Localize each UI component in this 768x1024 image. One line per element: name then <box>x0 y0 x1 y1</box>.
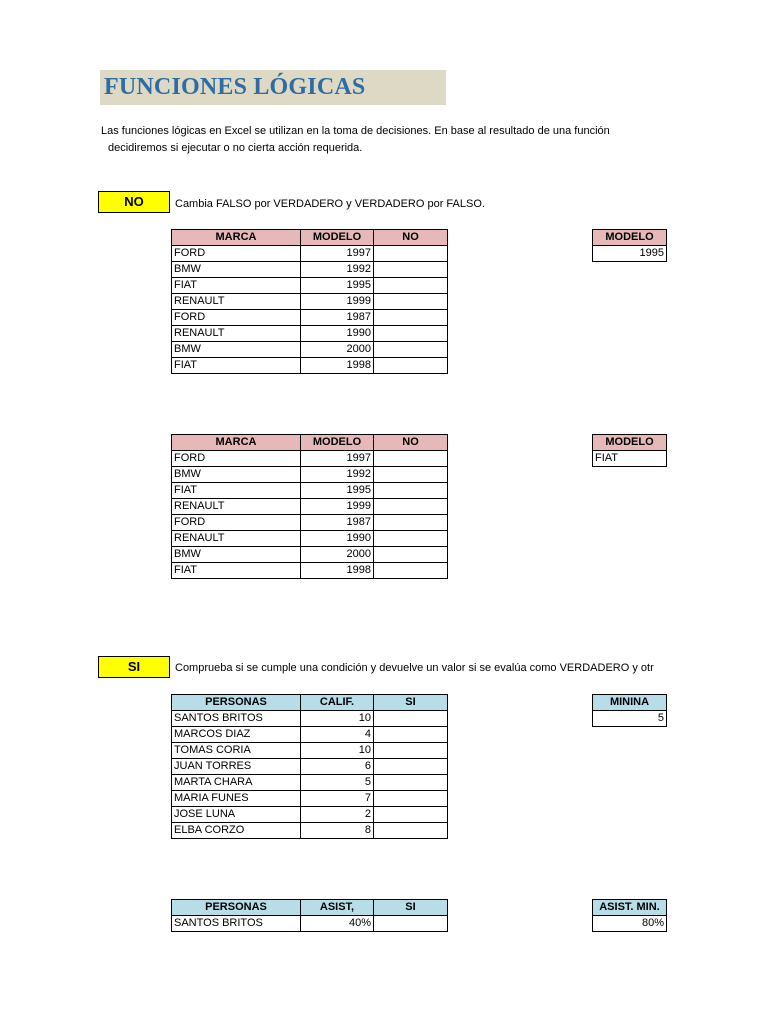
table-row <box>172 246 448 262</box>
intro-line-2: decidiremos si ejecutar o no cierta acción requerida. <box>108 142 363 154</box>
result-cell[interactable] <box>374 467 448 483</box>
value-cell[interactable]: 8 <box>301 823 374 839</box>
result-cell[interactable] <box>374 451 448 467</box>
result-cell[interactable] <box>374 499 448 515</box>
criteria-header: MININA <box>593 695 667 711</box>
label-cell[interactable]: FIAT <box>172 483 301 499</box>
label-cell[interactable]: FIAT <box>172 563 301 579</box>
result-cell[interactable] <box>374 310 448 326</box>
result-cell[interactable] <box>374 916 448 932</box>
result-cell[interactable] <box>374 531 448 547</box>
result-cell[interactable] <box>374 547 448 563</box>
value-cell[interactable]: 1990 <box>301 531 374 547</box>
label-cell[interactable]: FORD <box>172 246 301 262</box>
result-cell[interactable] <box>374 515 448 531</box>
value-cell[interactable]: 2000 <box>301 547 374 563</box>
value-cell[interactable]: 10 <box>301 711 374 727</box>
label-cell[interactable]: SANTOS BRITOS <box>172 916 301 932</box>
header-no: NO <box>374 435 448 451</box>
no-data-table-2 <box>171 434 448 579</box>
value-cell[interactable]: 4 <box>301 727 374 743</box>
result-cell[interactable] <box>374 246 448 262</box>
label-cell[interactable]: BMW <box>172 262 301 278</box>
value-cell[interactable]: 10 <box>301 743 374 759</box>
label-cell[interactable]: MARTA CHARA <box>172 775 301 791</box>
label-cell[interactable]: JUAN TORRES <box>172 759 301 775</box>
table-row <box>172 916 448 932</box>
si-criteria-table-1 <box>592 694 667 727</box>
label-cell[interactable]: FORD <box>172 451 301 467</box>
label-cell[interactable]: FORD <box>172 515 301 531</box>
label-cell[interactable]: TOMAS CORIA <box>172 743 301 759</box>
table-row <box>172 483 448 499</box>
label-cell[interactable]: RENAULT <box>172 531 301 547</box>
table-row <box>172 515 448 531</box>
criteria-header: MODELO <box>593 230 667 246</box>
result-cell[interactable] <box>374 294 448 310</box>
label-cell[interactable]: FIAT <box>172 358 301 374</box>
label-cell[interactable]: BMW <box>172 342 301 358</box>
criteria-header: MODELO <box>593 435 667 451</box>
table-row <box>172 358 448 374</box>
label-cell[interactable]: BMW <box>172 547 301 563</box>
value-cell[interactable]: 1997 <box>301 246 374 262</box>
result-cell[interactable] <box>374 342 448 358</box>
value-cell[interactable]: 1995 <box>301 483 374 499</box>
no-data-table <box>171 229 448 374</box>
header-modelo: MODELO <box>301 435 374 451</box>
table-header-row <box>172 230 448 246</box>
table-row <box>172 499 448 515</box>
si-data-table <box>171 694 448 839</box>
criteria-value-cell[interactable]: 1995 <box>593 246 667 262</box>
result-cell[interactable] <box>374 727 448 743</box>
value-cell[interactable]: 6 <box>301 759 374 775</box>
table-row <box>172 547 448 563</box>
label-cell[interactable]: MARCOS DIAZ <box>172 727 301 743</box>
result-cell[interactable] <box>374 358 448 374</box>
table-row <box>172 467 448 483</box>
header-no: NO <box>374 230 448 246</box>
table-row <box>172 310 448 326</box>
table-row <box>172 823 448 839</box>
no-badge: NO <box>98 191 170 213</box>
page-title: FUNCIONES LÓGICAS <box>104 74 366 100</box>
label-cell[interactable]: SANTOS BRITOS <box>172 711 301 727</box>
table-row <box>172 563 448 579</box>
header-personas: PERSONAS <box>172 900 301 916</box>
no-criteria-table-2 <box>592 434 667 467</box>
label-cell[interactable]: BMW <box>172 467 301 483</box>
table-row <box>172 531 448 547</box>
si-badge: SI <box>98 656 170 678</box>
value-cell[interactable]: 1987 <box>301 310 374 326</box>
table-header-row <box>172 435 448 451</box>
intro-line-1: Las funciones lógicas en Excel se utilizan en la toma de decisiones. En base al resultado de una función <box>101 125 610 137</box>
header-asist: ASIST, <box>301 900 374 916</box>
si-criteria-table-2 <box>592 899 667 932</box>
result-cell[interactable] <box>374 807 448 823</box>
label-cell[interactable]: JOSE LUNA <box>172 807 301 823</box>
value-cell[interactable]: 1998 <box>301 358 374 374</box>
si-data-table-2 <box>171 899 448 932</box>
criteria-value-cell[interactable]: 80% <box>593 916 667 932</box>
header-marca: MARCA <box>172 435 301 451</box>
value-cell[interactable]: 1997 <box>301 451 374 467</box>
header-modelo: MODELO <box>301 230 374 246</box>
no-criteria-table-1 <box>592 229 667 262</box>
table-row <box>172 342 448 358</box>
header-marca: MARCA <box>172 230 301 246</box>
title-banner <box>100 70 446 105</box>
value-cell[interactable]: 1992 <box>301 262 374 278</box>
value-cell[interactable]: 40% <box>301 916 374 932</box>
table-row <box>172 759 448 775</box>
no-description: Cambia FALSO por VERDADERO y VERDADERO por FALSO. <box>175 198 485 210</box>
label-cell[interactable]: MARIA FUNES <box>172 791 301 807</box>
table-row <box>172 775 448 791</box>
table-header-row <box>172 695 448 711</box>
table-row <box>172 711 448 727</box>
result-cell[interactable] <box>374 326 448 342</box>
value-cell[interactable]: 1990 <box>301 326 374 342</box>
criteria-value-cell[interactable]: FIAT <box>593 451 667 467</box>
label-cell[interactable]: RENAULT <box>172 499 301 515</box>
result-cell[interactable] <box>374 262 448 278</box>
criteria-header: ASIST. MIN. <box>593 900 667 916</box>
result-cell[interactable] <box>374 483 448 499</box>
header-si: SI <box>374 900 448 916</box>
value-cell[interactable]: 1998 <box>301 563 374 579</box>
table-row <box>172 278 448 294</box>
value-cell[interactable]: 1987 <box>301 515 374 531</box>
table-row <box>172 791 448 807</box>
value-cell[interactable]: 5 <box>301 775 374 791</box>
result-cell[interactable] <box>374 563 448 579</box>
value-cell[interactable]: 7 <box>301 791 374 807</box>
value-cell[interactable]: 2 <box>301 807 374 823</box>
result-cell[interactable] <box>374 775 448 791</box>
value-cell[interactable]: 1999 <box>301 499 374 515</box>
result-cell[interactable] <box>374 743 448 759</box>
header-personas: PERSONAS <box>172 695 301 711</box>
table-row <box>172 727 448 743</box>
table-row <box>172 743 448 759</box>
result-cell[interactable] <box>374 711 448 727</box>
table-row <box>172 451 448 467</box>
result-cell[interactable] <box>374 278 448 294</box>
value-cell[interactable]: 1992 <box>301 467 374 483</box>
label-cell[interactable]: FORD <box>172 310 301 326</box>
result-cell[interactable] <box>374 791 448 807</box>
value-cell[interactable]: 1999 <box>301 294 374 310</box>
header-calif: CALIF. <box>301 695 374 711</box>
criteria-value-cell[interactable]: 5 <box>593 711 667 727</box>
table-row <box>172 807 448 823</box>
table-row <box>172 326 448 342</box>
label-cell[interactable]: FIAT <box>172 278 301 294</box>
value-cell[interactable]: 2000 <box>301 342 374 358</box>
value-cell[interactable]: 1995 <box>301 278 374 294</box>
table-header-row <box>172 900 448 916</box>
table-row <box>172 262 448 278</box>
label-cell[interactable]: RENAULT <box>172 326 301 342</box>
header-si: SI <box>374 695 448 711</box>
result-cell[interactable] <box>374 823 448 839</box>
si-description: Comprueba si se cumple una condición y devuelve un valor si se evalúa como VERDADERO y otr <box>175 662 654 674</box>
label-cell[interactable]: RENAULT <box>172 294 301 310</box>
table-row <box>172 294 448 310</box>
result-cell[interactable] <box>374 759 448 775</box>
label-cell[interactable]: ELBA CORZO <box>172 823 301 839</box>
